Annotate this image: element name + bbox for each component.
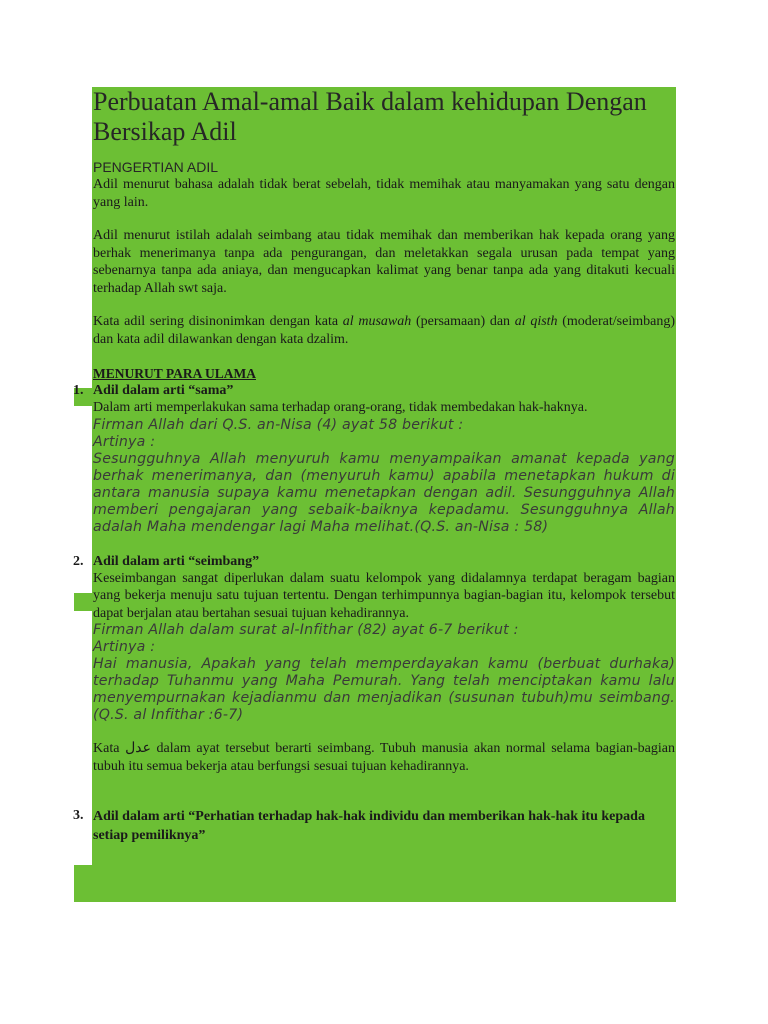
list-number: 3.	[73, 808, 84, 823]
arabic-note: Kata عدل dalam ayat tersebut berarti seimbang. Tubuh manusia akan normal selama bagian-bagian tubuh itu semua bekerja atau berfungsi sesuai tujuan kehadirannya.	[93, 741, 675, 774]
page-title: Perbuatan Amal-amal Baik dalam kehidupan Dengan Bersikap Adil	[93, 87, 647, 146]
verse-translation: Sesungguhnya Allah menyuruh kamu menyampaikan amanat kepada yang berhak menerimanya, dan (menyuruh kamu) apabila menetapkan hukum di antara manusia supaya kamu menetapkan dengan adil. Sesungguhnya Allah memberi pengajaran yang sebaik-baiknya kepadamu. Sesungguhnya Allah adalah Maha mendengar lagi Maha melihat.(Q.S. an-Nisa : 58)	[93, 450, 675, 535]
item-title: Adil dalam arti “seimbang”	[93, 553, 260, 569]
verse-translation: Hai manusia, Apakah yang telah memperdayakan kamu (berbuat durhaka) terhadap Tuhanmu yang Maha Pemurah. Yang telah menciptakan kamu lalu menyempurnakan kejadianmu dan menjadikan (susunan tubuh)mu seimbang. (Q.S. al Infithar :6-7)	[93, 656, 675, 723]
item-body: Dalam arti memperlakukan sama terhadap orang-orang, tidak membedakan hak-haknya.	[93, 400, 588, 415]
term-al-musawah: al musawah	[342, 314, 412, 329]
firman-line: Firman Allah dalam surat al-Infithar (82) ayat 6-7 berikut :	[93, 622, 519, 638]
item-body: Keseimbangan sangat diperlukan dalam suatu kelompok yang didalamnya terdapat beragam bagian yang bekerja menuju satu tujuan tertentu. Dengan terhimpunnya bagian-bagian itu, kelompok tersebut dapat berjalan atau bertahan sesuai tujuan kehadirannya.	[93, 570, 675, 621]
artinya-label: Artinya :	[93, 639, 156, 655]
paragraph-istilah: Adil menurut istilah adalah seimbang atau tidak memihak dan memberikan hak kepada orang yang berhak menerimanya tanpa ada pengurangan, dan meletakkan segala urusan pada tempat yang sebenarnya tanpa ada aniaya, dan mengucapkan kalimat yang benar tanpa ada yang ditakuti kecuali terhadap Allah swt saja.	[93, 228, 675, 296]
item-title: Adil dalam arti “sama”	[93, 383, 234, 398]
sinonim-text-2: (persamaan) dan	[411, 314, 515, 329]
item-title: Adil dalam arti “Perhatian terhadap hak-hak individu dan memberikan hak-hak itu kepada setiap pemiliknya”	[93, 809, 645, 843]
number-highlight-3	[74, 865, 92, 902]
list-item-1	[73, 382, 675, 536]
paragraph-bahasa: Adil menurut bahasa adalah tidak berat sebelah, tidak memihak atau manyamakan yang satu dengan yang lain.	[93, 177, 675, 210]
ulama-heading: MENURUT PARA ULAMA	[93, 366, 256, 381]
number-highlight-2	[74, 593, 92, 611]
artinya-label: Artinya :	[93, 433, 156, 450]
firman-line: Firman Allah dari Q.S. an-Nisa (4) ayat 58 berikut :	[93, 416, 464, 433]
sinonim-text-3: (moderat/seimbang) dan kata adil dilawankan dengan kata dzalim.	[93, 314, 675, 347]
section-heading: PENGERTIAN ADIL	[93, 159, 219, 175]
sinonim-text-1: Kata adil sering disinonimkan dengan kata	[93, 314, 343, 329]
list-item-3	[73, 807, 675, 845]
document-body	[73, 87, 675, 845]
list-number: 2.	[73, 553, 84, 569]
paragraph-sinonim	[93, 313, 675, 348]
list-item-2	[73, 553, 675, 776]
term-al-qisth: al qisth	[514, 314, 558, 329]
list-number: 1.	[73, 383, 84, 398]
